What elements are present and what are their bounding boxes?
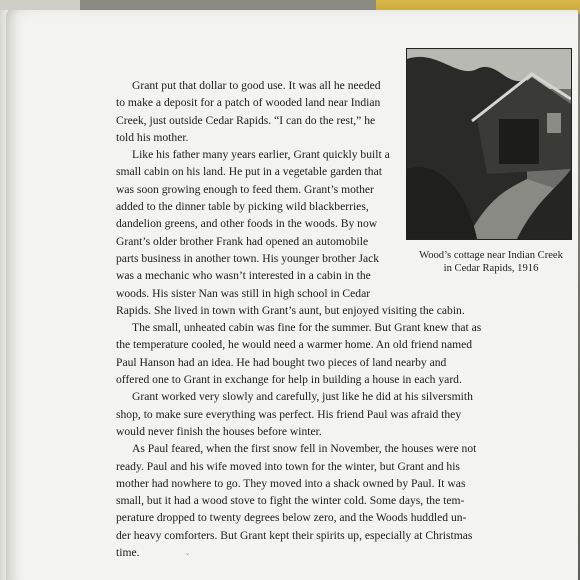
text-line: Like his father many years earlier, Grant quickly built a xyxy=(132,148,390,162)
text-line: parts business in another town. His younger brother Jack xyxy=(116,251,380,265)
text-line: Paul Hanson had an idea. He had bought two pieces of land nearby and xyxy=(116,355,447,369)
text-line: woods. His sister Nan was still in high school in Cedar xyxy=(116,286,371,300)
text-line: small, but it had a wood stove to fight the winter cold. Some days, the tem- xyxy=(116,494,465,508)
text-line: time. xyxy=(116,546,140,560)
body-text xyxy=(116,77,504,561)
text-line: to make a deposit for a patch of wooded land near Indian xyxy=(116,96,381,110)
caption-line: Wood’s cottage near Indian Creek xyxy=(419,250,563,261)
text-line: Grant put that dollar to good use. It was all he needed xyxy=(132,79,381,92)
text-line: mother had nowhere to go. They moved into a shack owned by Paul. It was xyxy=(116,476,466,490)
text-line: was soon growing enough to feed them. Grant’s mother xyxy=(116,182,374,196)
caption-line: in Cedar Rapids, 1916 xyxy=(443,263,539,274)
text-line: ready. Paul and his wife moved into town for the winter, but Grant and his xyxy=(116,459,460,473)
text-line: would never finish the houses before winter. xyxy=(116,424,322,438)
text-line: was a mechanic who wasn’t interested in a cabin in the xyxy=(116,269,371,283)
page-mark: ˘ xyxy=(186,552,189,562)
text-line: The small, unheated cabin was fine for the summer. But Grant knew that as xyxy=(132,321,482,335)
text-line: told his mother. xyxy=(116,130,189,144)
text-line: perature dropped to twenty degrees below zero, and the Woods huddled un- xyxy=(116,511,467,525)
text-line: Grant’s older brother Frank had opened an automobile xyxy=(116,234,369,248)
text-line: Grant worked very slowly and carefully, just like he did at his silversmith xyxy=(132,390,473,404)
text-line: added to the dinner table by picking wild blackberries, xyxy=(116,200,369,214)
text-line: dandelion greens, and other foods in the woods. By now xyxy=(116,217,378,231)
text-line: As Paul feared, when the first snow fell in November, the houses were not xyxy=(132,442,477,456)
text-line: Rapids. She lived in town with Grant’s aunt, but enjoyed visiting the cabin. xyxy=(116,303,465,317)
text-line: small cabin on his land. He put in a vegetable garden that xyxy=(116,165,382,179)
text-line: shop, to make sure everything was perfect. His friend Paul was afraid they xyxy=(116,407,462,421)
text-line: offered one to Grant in exchange for help in building a house in each yard. xyxy=(116,373,462,387)
text-line: Creek, just outside Cedar Rapids. “I can do the rest,” he xyxy=(116,113,376,127)
text-line: the temperature cooled, he would need a warmer home. An old friend named xyxy=(116,338,473,352)
text-line: der heavy comforters. But Grant kept their spirits up, especially at Christmas xyxy=(116,528,473,542)
